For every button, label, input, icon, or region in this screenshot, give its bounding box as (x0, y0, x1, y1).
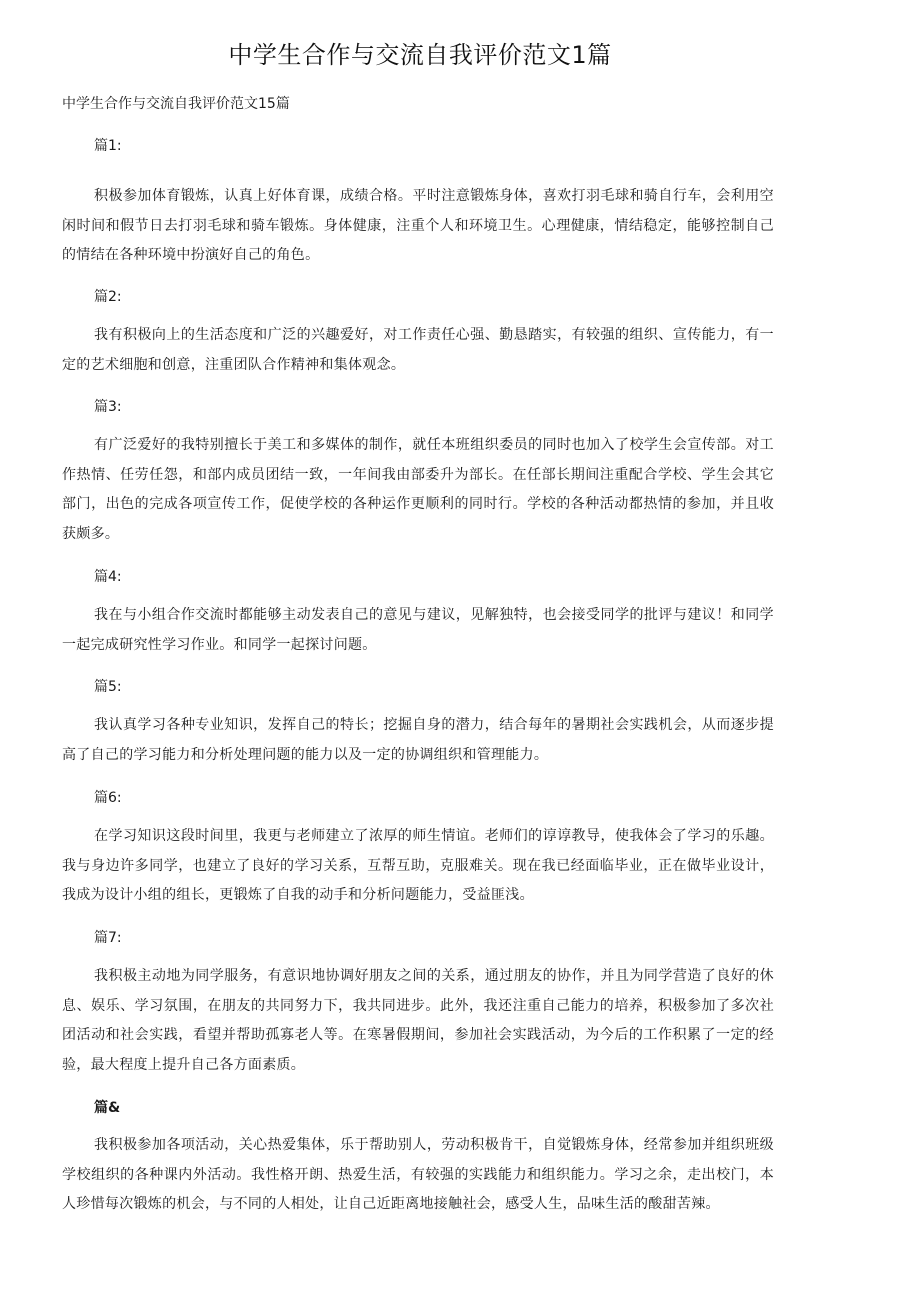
section-text-6: 在学习知识这段时间里，我更与老师建立了浓厚的师生情谊。老师们的谆谆教导，使我体会了学习的乐趣。我与身边许多同学，也建立了良好的学习关系，互帮互助，克服难关。现在我已经面临毕业，正在做毕业设计，我成为设计小组的组长，更锻炼了自我的动手和分析问题能力，受益匪浅。 (62, 828, 774, 903)
section-heading-5: 篇5: (94, 679, 122, 695)
section-heading-8: 篇& (94, 1100, 121, 1116)
section-text-5: 我认真学习各种专业知识，发挥自己的特长；挖掘自身的潜力，结合每年的暑期社会实践机会，从而逐步提高了自己的学习能力和分析处理问题的能力以及一定的协调组织和管理能力。 (62, 717, 774, 763)
section-text-4: 我在与小组合作交流时都能够主动发表自己的意见与建议，见解独特，也会接受同学的批评与建议！和同学一起完成研究性学习作业。和同学一起探讨问题。 (62, 607, 774, 653)
section-heading-7: 篇7: (94, 930, 122, 946)
section-heading-4: 篇4: (94, 569, 122, 585)
document-title: 中学生合作与交流自我评价范文1篇 (228, 41, 612, 69)
section-heading-2: 篇2: (94, 289, 122, 305)
section-text-2: 我有积极向上的生活态度和广泛的兴趣爱好，对工作责任心强、勤恳踏实，有较强的组织、宣传能力，有一定的艺术细胞和创意，注重团队合作精神和集体观念。 (62, 327, 774, 373)
section-text-1: 积极参加体育锻炼，认真上好体育课，成绩合格。平时注意锻炼身体，喜欢打羽毛球和骑自行车，会利用空闲时间和假节日去打羽毛球和骑车锻炼。身体健康，注重个人和环境卫生。心理健康，情结稳定，能够控制自己的情结在各种环境中扮演好自己的角色。 (62, 188, 774, 263)
section-text-8: 我积极参加各项活动，关心热爱集体，乐于帮助别人，劳动积极肯干，自觉锻炼身体，经常参加并组织班级学校组织的各种课内外活动。我性格开朗、热爱生活，有较强的实践能力和组织能力。学习之余，走出校门，本人珍惜每次锻炼的机会，与不同的人相处，让自己近距离地接触社会，感受人生，品味生活的酸甜苦辣。 (62, 1137, 774, 1212)
section-heading-6: 篇6: (94, 790, 122, 806)
document-subtitle: 中学生合作与交流自我评价范文15篇 (62, 96, 290, 112)
section-text-7: 我积极主动地为同学服务，有意识地协调好朋友之间的关系，通过朋友的协作，并且为同学营造了良好的休息、娱乐、学习氛围，在朋友的共同努力下，我共同进步。此外，我还注重自己能力的培养，积极参加了多次社团活动和社会实践，看望并帮助孤寡老人等。在寒暑假期间，参加社会实践活动，为今后的工作积累了一定的经验，最大程度上提升自己各方面素质。 (62, 968, 774, 1073)
section-heading-3: 篇3: (94, 399, 122, 415)
section-text-3: 有广泛爱好的我特别擅长于美工和多媒体的制作，就任本班组织委员的同时也加入了校学生会宣传部。对工作热情、任劳任怨，和部内成员团结一致，一年间我由部委升为部长。在任部长期间注重配合学校、学生会其它部门，出色的完成各项宣传工作，促使学校的各种运作更顺利的同时行。学校的各种活动都热情的参加，并且收获颇多。 (62, 437, 774, 542)
section-heading-1: 篇1: (94, 138, 122, 154)
